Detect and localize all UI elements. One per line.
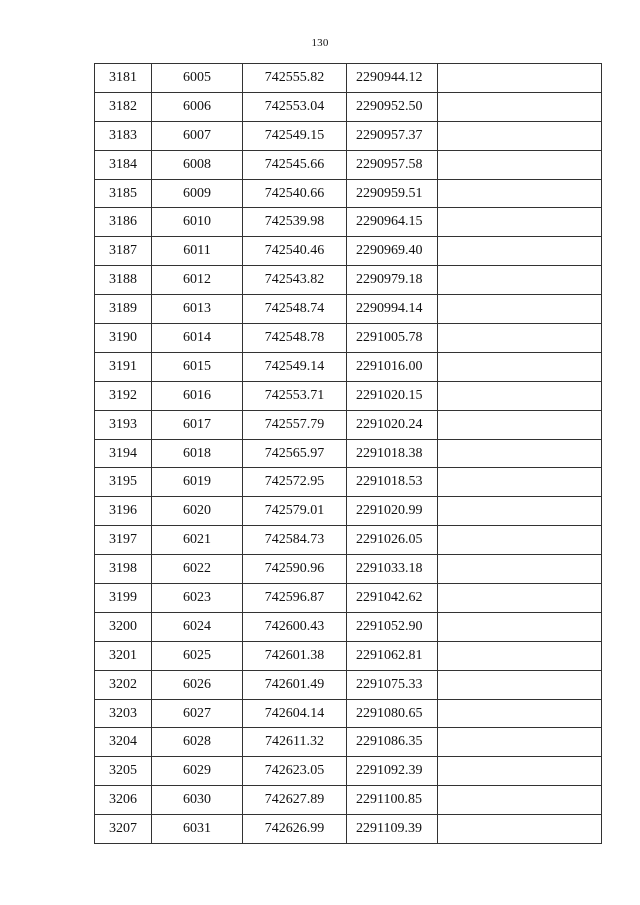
table-row xyxy=(95,439,602,468)
table-row xyxy=(95,266,602,295)
x-coordinate-cell: 742553.71 xyxy=(243,381,347,410)
row-number-cell: 3204 xyxy=(95,728,152,757)
x-coordinate-cell: 742555.82 xyxy=(243,64,347,93)
note-cell xyxy=(438,324,602,353)
note-cell xyxy=(438,64,602,93)
row-number-cell: 3192 xyxy=(95,381,152,410)
note-cell xyxy=(438,612,602,641)
point-id-cell: 6017 xyxy=(152,410,243,439)
point-id-cell: 6012 xyxy=(152,266,243,295)
note-cell xyxy=(438,410,602,439)
table-row xyxy=(95,728,602,757)
point-id-cell: 6016 xyxy=(152,381,243,410)
table-row xyxy=(95,497,602,526)
table-row xyxy=(95,352,602,381)
x-coordinate-cell: 742627.89 xyxy=(243,786,347,815)
point-id-cell: 6022 xyxy=(152,555,243,584)
y-coordinate-cell: 2291075.33 xyxy=(347,670,438,699)
note-cell xyxy=(438,468,602,497)
x-coordinate-cell: 742565.97 xyxy=(243,439,347,468)
table-row xyxy=(95,237,602,266)
point-id-cell: 6027 xyxy=(152,699,243,728)
row-number-cell: 3186 xyxy=(95,208,152,237)
y-coordinate-cell: 2291020.24 xyxy=(347,410,438,439)
table-row xyxy=(95,670,602,699)
x-coordinate-cell: 742548.78 xyxy=(243,324,347,353)
note-cell xyxy=(438,381,602,410)
row-number-cell: 3184 xyxy=(95,150,152,179)
y-coordinate-cell: 2291005.78 xyxy=(347,324,438,353)
row-number-cell: 3200 xyxy=(95,612,152,641)
point-id-cell: 6011 xyxy=(152,237,243,266)
x-coordinate-cell: 742549.14 xyxy=(243,352,347,381)
note-cell xyxy=(438,815,602,844)
x-coordinate-cell: 742604.14 xyxy=(243,699,347,728)
row-number-cell: 3195 xyxy=(95,468,152,497)
y-coordinate-cell: 2291033.18 xyxy=(347,555,438,584)
row-number-cell: 3205 xyxy=(95,757,152,786)
y-coordinate-cell: 2291092.39 xyxy=(347,757,438,786)
note-cell xyxy=(438,150,602,179)
table-row xyxy=(95,121,602,150)
point-id-cell: 6023 xyxy=(152,584,243,613)
row-number-cell: 3183 xyxy=(95,121,152,150)
y-coordinate-cell: 2290969.40 xyxy=(347,237,438,266)
note-cell xyxy=(438,439,602,468)
row-number-cell: 3190 xyxy=(95,324,152,353)
page-number: 130 xyxy=(311,37,329,49)
table-row xyxy=(95,757,602,786)
row-number-cell: 3194 xyxy=(95,439,152,468)
point-id-cell: 6009 xyxy=(152,179,243,208)
row-number-cell: 3189 xyxy=(95,295,152,324)
coordinate-table-body xyxy=(95,64,602,844)
x-coordinate-cell: 742584.73 xyxy=(243,526,347,555)
point-id-cell: 6025 xyxy=(152,641,243,670)
point-id-cell: 6020 xyxy=(152,497,243,526)
table-row xyxy=(95,526,602,555)
row-number-cell: 3193 xyxy=(95,410,152,439)
point-id-cell: 6010 xyxy=(152,208,243,237)
y-coordinate-cell: 2290964.15 xyxy=(347,208,438,237)
row-number-cell: 3185 xyxy=(95,179,152,208)
y-coordinate-cell: 2290952.50 xyxy=(347,92,438,121)
y-coordinate-cell: 2291018.38 xyxy=(347,439,438,468)
note-cell xyxy=(438,728,602,757)
x-coordinate-cell: 742543.82 xyxy=(243,266,347,295)
y-coordinate-cell: 2290979.18 xyxy=(347,266,438,295)
y-coordinate-cell: 2290944.12 xyxy=(347,64,438,93)
table-row xyxy=(95,641,602,670)
y-coordinate-cell: 2291026.05 xyxy=(347,526,438,555)
point-id-cell: 6008 xyxy=(152,150,243,179)
row-number-cell: 3191 xyxy=(95,352,152,381)
note-cell xyxy=(438,92,602,121)
y-coordinate-cell: 2291100.85 xyxy=(347,786,438,815)
y-coordinate-cell: 2291109.39 xyxy=(347,815,438,844)
y-coordinate-cell: 2290957.37 xyxy=(347,121,438,150)
table-row xyxy=(95,815,602,844)
note-cell xyxy=(438,641,602,670)
point-id-cell: 6019 xyxy=(152,468,243,497)
x-coordinate-cell: 742553.04 xyxy=(243,92,347,121)
coordinate-table xyxy=(94,63,602,844)
y-coordinate-cell: 2291042.62 xyxy=(347,584,438,613)
y-coordinate-cell: 2290959.51 xyxy=(347,179,438,208)
x-coordinate-cell: 742539.98 xyxy=(243,208,347,237)
x-coordinate-cell: 742572.95 xyxy=(243,468,347,497)
x-coordinate-cell: 742545.66 xyxy=(243,150,347,179)
x-coordinate-cell: 742611.32 xyxy=(243,728,347,757)
table-row xyxy=(95,468,602,497)
point-id-cell: 6015 xyxy=(152,352,243,381)
table-row xyxy=(95,150,602,179)
table-row xyxy=(95,92,602,121)
note-cell xyxy=(438,208,602,237)
point-id-cell: 6007 xyxy=(152,121,243,150)
note-cell xyxy=(438,757,602,786)
row-number-cell: 3188 xyxy=(95,266,152,295)
row-number-cell: 3207 xyxy=(95,815,152,844)
row-number-cell: 3187 xyxy=(95,237,152,266)
x-coordinate-cell: 742557.79 xyxy=(243,410,347,439)
x-coordinate-cell: 742600.43 xyxy=(243,612,347,641)
table-row xyxy=(95,555,602,584)
y-coordinate-cell: 2291018.53 xyxy=(347,468,438,497)
row-number-cell: 3199 xyxy=(95,584,152,613)
table-row xyxy=(95,64,602,93)
y-coordinate-cell: 2290994.14 xyxy=(347,295,438,324)
y-coordinate-cell: 2291016.00 xyxy=(347,352,438,381)
y-coordinate-cell: 2290957.58 xyxy=(347,150,438,179)
note-cell xyxy=(438,584,602,613)
note-cell xyxy=(438,555,602,584)
note-cell xyxy=(438,670,602,699)
y-coordinate-cell: 2291020.15 xyxy=(347,381,438,410)
row-number-cell: 3206 xyxy=(95,786,152,815)
point-id-cell: 6018 xyxy=(152,439,243,468)
point-id-cell: 6031 xyxy=(152,815,243,844)
note-cell xyxy=(438,526,602,555)
table-row xyxy=(95,295,602,324)
note-cell xyxy=(438,786,602,815)
point-id-cell: 6013 xyxy=(152,295,243,324)
point-id-cell: 6024 xyxy=(152,612,243,641)
y-coordinate-cell: 2291086.35 xyxy=(347,728,438,757)
note-cell xyxy=(438,352,602,381)
x-coordinate-cell: 742549.15 xyxy=(243,121,347,150)
point-id-cell: 6021 xyxy=(152,526,243,555)
table-row xyxy=(95,381,602,410)
note-cell xyxy=(438,121,602,150)
x-coordinate-cell: 742596.87 xyxy=(243,584,347,613)
table-row xyxy=(95,410,602,439)
point-id-cell: 6029 xyxy=(152,757,243,786)
table-row xyxy=(95,324,602,353)
y-coordinate-cell: 2291062.81 xyxy=(347,641,438,670)
y-coordinate-cell: 2291020.99 xyxy=(347,497,438,526)
row-number-cell: 3196 xyxy=(95,497,152,526)
point-id-cell: 6006 xyxy=(152,92,243,121)
x-coordinate-cell: 742623.05 xyxy=(243,757,347,786)
row-number-cell: 3182 xyxy=(95,92,152,121)
row-number-cell: 3198 xyxy=(95,555,152,584)
point-id-cell: 6014 xyxy=(152,324,243,353)
x-coordinate-cell: 742540.46 xyxy=(243,237,347,266)
row-number-cell: 3197 xyxy=(95,526,152,555)
x-coordinate-cell: 742601.49 xyxy=(243,670,347,699)
y-coordinate-cell: 2291052.90 xyxy=(347,612,438,641)
note-cell xyxy=(438,179,602,208)
x-coordinate-cell: 742601.38 xyxy=(243,641,347,670)
row-number-cell: 3181 xyxy=(95,64,152,93)
x-coordinate-cell: 742548.74 xyxy=(243,295,347,324)
note-cell xyxy=(438,497,602,526)
x-coordinate-cell: 742590.96 xyxy=(243,555,347,584)
table-row xyxy=(95,208,602,237)
table-row xyxy=(95,786,602,815)
row-number-cell: 3202 xyxy=(95,670,152,699)
row-number-cell: 3201 xyxy=(95,641,152,670)
x-coordinate-cell: 742626.99 xyxy=(243,815,347,844)
point-id-cell: 6005 xyxy=(152,64,243,93)
x-coordinate-cell: 742540.66 xyxy=(243,179,347,208)
x-coordinate-cell: 742579.01 xyxy=(243,497,347,526)
point-id-cell: 6026 xyxy=(152,670,243,699)
table-row xyxy=(95,179,602,208)
note-cell xyxy=(438,266,602,295)
point-id-cell: 6030 xyxy=(152,786,243,815)
table-row xyxy=(95,612,602,641)
row-number-cell: 3203 xyxy=(95,699,152,728)
note-cell xyxy=(438,699,602,728)
table-row xyxy=(95,699,602,728)
point-id-cell: 6028 xyxy=(152,728,243,757)
table-row xyxy=(95,584,602,613)
y-coordinate-cell: 2291080.65 xyxy=(347,699,438,728)
note-cell xyxy=(438,237,602,266)
note-cell xyxy=(438,295,602,324)
